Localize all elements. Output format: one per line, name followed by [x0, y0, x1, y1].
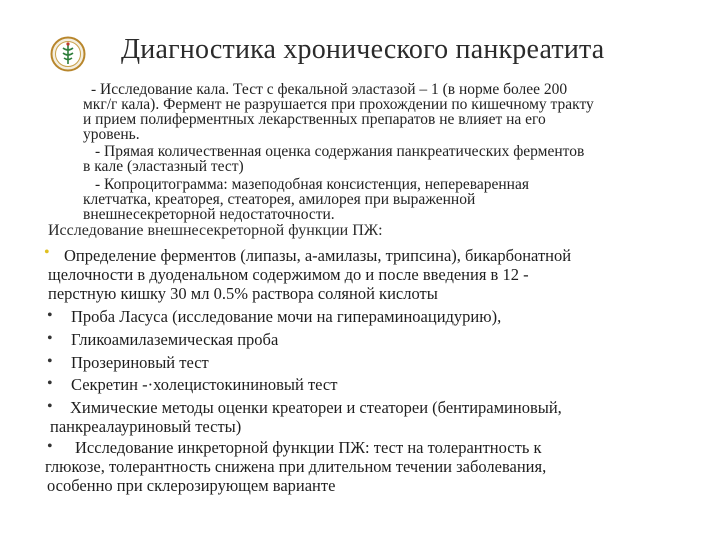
bullet-marker: • — [47, 398, 53, 415]
emblem-icon — [50, 36, 86, 72]
page-title: Диагностика хронического панкреатита — [121, 34, 605, 65]
paragraph-fecal-elastase: - Исследование кала. Тест с фекальной эластазой – 1 (в норме более 200 мкг/г кала). Фермент не разрушается при прохождении по кишечному тракту и прием полиферментных лекарственных препаратов не влияет на его уровень. — [83, 81, 594, 143]
bullet-marker: • — [44, 244, 50, 261]
bullet-item-endocrine: Исследование инкреторной функции ПЖ: тест на толерантность к глюкозе, толерантность снижена при длительном течении заболевания, особенно при склерозирующем варианте — [45, 438, 547, 495]
bullet-item-glycoamylase: Гликоамилаземическая проба — [71, 330, 279, 349]
bullet-item-chemical-methods: Химические методы оценки креатореи и стеатореи (бентираминовый, панкреалауриновый тесты) — [50, 398, 562, 436]
bullet-marker: • — [47, 307, 53, 324]
subheading-exocrine: Исследование внешнесекреторной функции ПЖ: — [48, 222, 383, 239]
paragraph-elastase-test: - Прямая количественная оценка содержания панкреатических ферментов в кале (эластазный тест) — [83, 143, 585, 175]
bullet-item-enzymes: Определение ферментов (липазы, а-амилазы, трипсина), бикарбонатной щелочности в дуоденальном содержимом до и после введения в 12 - перстную кишку 30 мл 0.5% раствора соляной кислоты — [48, 246, 572, 303]
bullet-marker: • — [47, 353, 53, 370]
paragraph-coprocytogram: - Копроцитограмма: мазеподобная консистенция, непереваренная клетчатка, креаторея, стеаторея, амилорея при выраженной внешнесекреторной недостаточности. — [83, 176, 529, 223]
bullet-item-proserin: Прозериновый тест — [71, 353, 209, 372]
bullet-item-secretin: Секретин -·холецистокининовый тест — [71, 375, 338, 394]
bullet-marker: • — [47, 375, 53, 392]
bullet-marker: • — [47, 438, 53, 455]
bullet-marker: • — [47, 330, 53, 347]
bullet-item-lasus: Проба Ласуса (исследование мочи на гипераминоацидурию), — [71, 307, 502, 326]
